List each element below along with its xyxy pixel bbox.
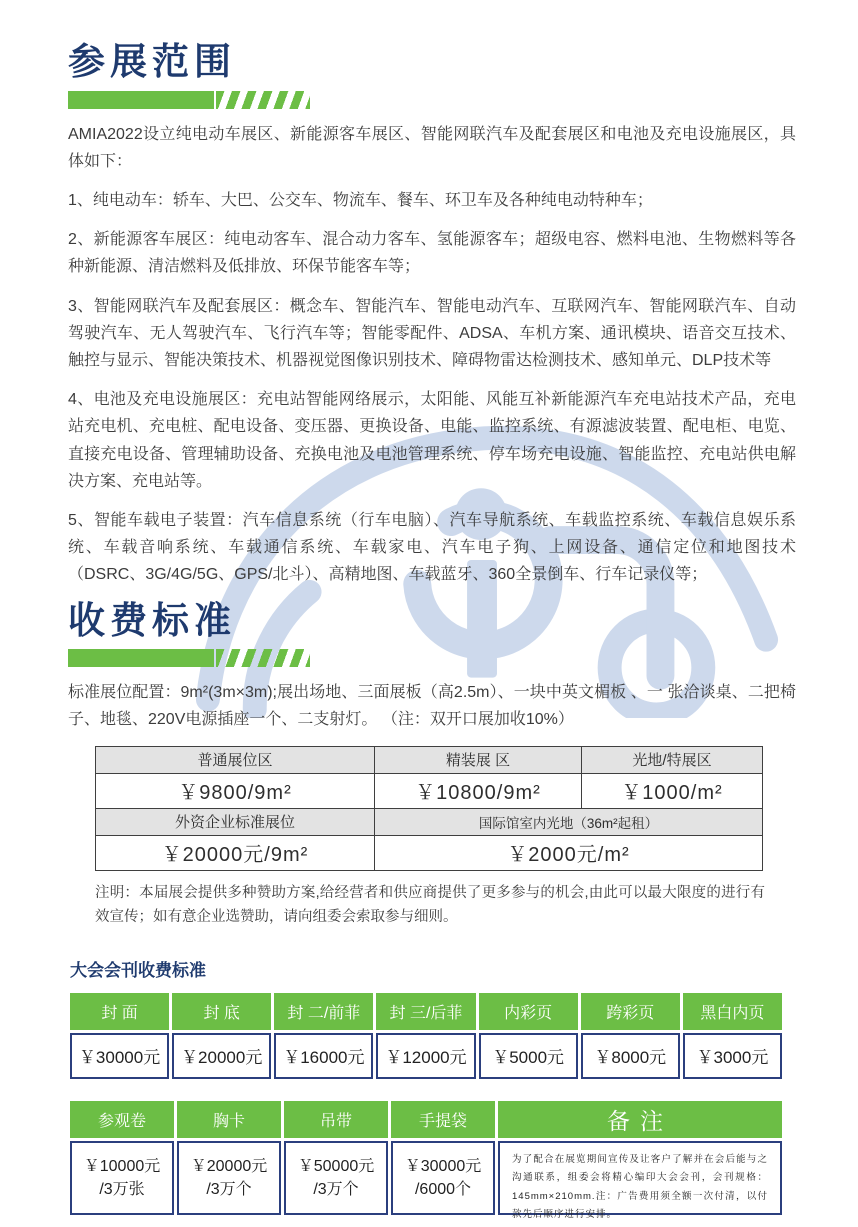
booth-header-foreign: 外资企业标准展位 xyxy=(96,808,375,835)
booth-table-value-row xyxy=(96,773,763,808)
green-bar-stripes xyxy=(216,649,310,667)
scope-item-1: 1、纯电动车：轿车、大巴、公交车、物流车、餐车、环卫车及各种纯电动特种车； xyxy=(68,192,653,210)
journal-price-bw-page: ￥3000元 xyxy=(683,1033,782,1079)
green-bar-solid xyxy=(68,649,214,667)
journal-price-spread: ￥8000元 xyxy=(581,1033,680,1079)
materials-header-ticket: 参观卷 xyxy=(70,1101,174,1138)
materials-remark-text: 为了配合在展览期间宣传及让客户了解并在会后能与之沟通联系，组委会将精心编印大会会刊，会刊规格：145mm×210mm.注：广告费用须全额一次付清，以付款先后顺序进行安排。 xyxy=(498,1141,782,1215)
materials-price-badge xyxy=(177,1141,281,1215)
booth-price-deluxe: ￥10800/9m² xyxy=(375,773,582,808)
quantity: /6000个 xyxy=(414,1180,472,1198)
booth-table-header-row xyxy=(96,808,763,835)
scope-item-4: 4、电池及充电设施展区：充电站智能网络展示，太阳能、风能互补新能源汽车充电站技术产品，充电站充电机、充电桩、配电设备、变压器、更换设备、电能、监控系统、有源滤波装置、配电柜、电览、直接充电设备、管理辅助设备、充换电池及电池管理系统、停车场充电设施、智能监控、充电站供电解决方案、充电站等。 xyxy=(68,391,796,490)
materials-header-remark: 备注 xyxy=(498,1101,782,1138)
fee-section-title: 收费标准 xyxy=(68,599,236,641)
materials-header-bag: 手提袋 xyxy=(391,1101,495,1138)
journal-header-inside-front: 封 二/前菲 xyxy=(274,993,373,1030)
materials-price-table xyxy=(70,1101,782,1221)
scope-section-title: 参展范围 xyxy=(68,41,236,82)
green-bar-solid xyxy=(68,91,214,109)
materials-price-ticket xyxy=(70,1141,174,1215)
booth-header-normal: 普通展位区 xyxy=(96,746,375,773)
journal-header-cover: 封 面 xyxy=(70,993,169,1030)
materials-header-lanyard: 吊带 xyxy=(284,1101,388,1138)
sponsorship-note: 注明：本届展会提供多种赞助方案,给经营者和供应商提供了更多参与的机会,由此可以最大限度的进行有效宣传；如有意企业选赞助，请向组委会索取参与细则。 xyxy=(95,884,765,926)
journal-section-title: 大会会刊收费标准 xyxy=(70,960,206,980)
journal-price-back: ￥20000元 xyxy=(172,1033,271,1079)
green-bar-decoration xyxy=(68,91,310,109)
journal-price-cover: ￥30000元 xyxy=(70,1033,169,1079)
booth-header-deluxe: 精装展 区 xyxy=(375,746,582,773)
materials-header-badge: 胸卡 xyxy=(177,1101,281,1138)
materials-price-bag xyxy=(391,1141,495,1215)
journal-price-table xyxy=(70,993,782,1079)
booth-price-intl-hall: ￥2000元/m² xyxy=(375,835,763,870)
quantity: /3万个 xyxy=(313,1180,359,1198)
booth-price-table xyxy=(95,746,763,871)
booth-header-rawspace: 光地/特展区 xyxy=(582,746,763,773)
booth-price-foreign: ￥20000元/9m² xyxy=(96,835,375,870)
journal-price-inside-back: ￥12000元 xyxy=(376,1033,475,1079)
scope-item-5: 5、智能车载电子装置：汽车信息系统（行车电脑）、汽车导航系统、车载监控系统、车载信息娱乐系统、车载音响系统、车载通信系统、车载家电、汽车电子狗、上网设备、通信定位和地图技术（DSRC、3G/4G/5G、GPS/北斗）、高精地图、车载蓝牙、360全景倒车、行车记录仪等； xyxy=(68,511,796,584)
booth-table-value-row xyxy=(96,835,763,870)
price: ￥10000元 xyxy=(83,1157,161,1175)
booth-price-rawspace: ￥1000/m² xyxy=(582,773,763,808)
quantity: /3万个 xyxy=(206,1180,252,1198)
journal-price-inside-front: ￥16000元 xyxy=(274,1033,373,1079)
journal-header-inside-back: 封 三/后菲 xyxy=(376,993,475,1030)
scope-item-2: 2、新能源客车展区：纯电动客车、混合动力客车、氢能源客车；超级电容、燃料电池、生物燃料等各种新能源、清洁燃料及低排放、环保节能客车等； xyxy=(68,231,796,276)
booth-header-intl-hall: 国际馆室内光地（36m²起租） xyxy=(375,808,763,835)
booth-price-normal: ￥9800/9m² xyxy=(96,773,375,808)
price: ￥20000元 xyxy=(190,1157,268,1175)
booth-config-text: 标准展位配置：9m²(3m×3m);展出场地、三面展板（高2.5m）、一块中英文楣板 、一 张洽谈桌、二把椅子、地毯、220V电源插座一个、二支射灯。 （注：双开口展加收10%） xyxy=(68,684,796,729)
journal-header-bw-page: 黑白内页 xyxy=(683,993,782,1030)
green-bar-decoration xyxy=(68,649,310,667)
price: ￥50000元 xyxy=(297,1157,375,1175)
quantity: /3万张 xyxy=(99,1180,145,1198)
journal-header-back: 封 底 xyxy=(172,993,271,1030)
booth-table-header-row xyxy=(96,746,763,773)
price: ￥30000元 xyxy=(404,1157,482,1175)
journal-price-color-page: ￥5000元 xyxy=(479,1033,578,1079)
scope-item-3: 3、智能网联汽车及配套展区：概念车、智能汽车、智能电动汽车、互联网汽车、智能网联汽车、自动驾驶汽车、无人驾驶汽车、飞行汽车等；智能零配件、ADSA、车机方案、通讯模块、语音交互技术、触控与显示、智能决策技术、机器视觉图像识别技术、障碍物雷达检测技术、感知单元、DLP技术等 xyxy=(68,297,796,369)
green-bar-stripes xyxy=(216,91,310,109)
materials-price-lanyard xyxy=(284,1141,388,1215)
scope-intro: AMIA2022设立纯电动车展区、新能源客车展区、智能网联汽车及配套展区和电池及充电设施展区，具体如下： xyxy=(68,125,796,170)
journal-header-color-page: 内彩页 xyxy=(479,993,578,1030)
journal-header-spread: 跨彩页 xyxy=(581,993,680,1030)
